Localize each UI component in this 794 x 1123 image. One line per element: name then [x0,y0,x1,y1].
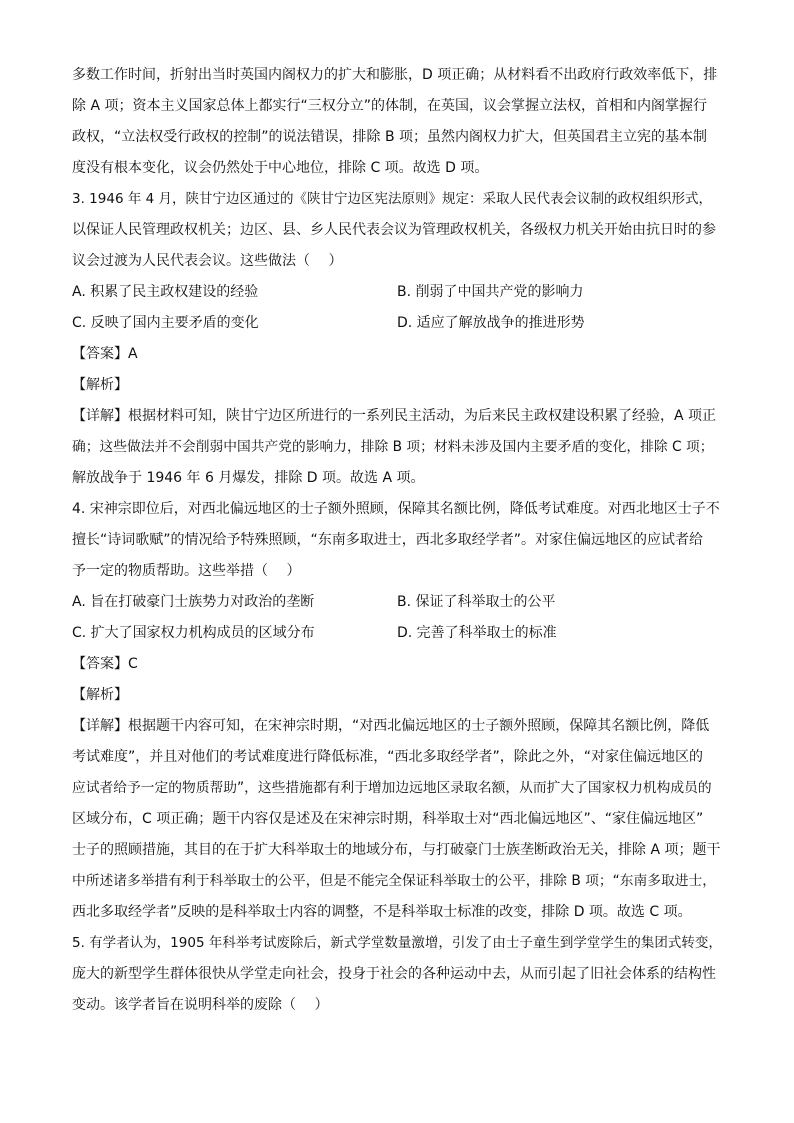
option-d: D. 适应了解放战争的推进形势 [397,315,585,331]
answer-label: 【答案】A [72,346,138,362]
question-stem-line: 4. 宋神宗即位后，对西北偏远地区的士子额外照顾，保障其名额比例，降低考试难度。对西北地区士子不 [72,501,720,517]
question-3 [72,184,722,494]
option-b: B. 保证了科举取士的公平 [397,594,556,610]
text-line: 多数工作时间，折射出当时英国内阁权力的扩大和膨胀，D 项正确；从材料看不出政府行政效率低下，排 [72,67,718,83]
option-a: A. 积累了民主政权建设的经验 [72,284,259,300]
option-c: C. 扩大了国家权力机构成员的区域分布 [72,625,315,641]
options-row [72,277,722,308]
detail-line: 确；这些做法并不会削弱中国共产党的影响力，排除 B 项；材料未涉及国内主要矛盾的变化，排除 C 项； [72,439,714,455]
detail-line: 【详解】根据材料可知，陕甘宁边区所进行的一系列民主活动，为后来民主政权建设积累了经验，A 项正 [72,408,717,424]
option-b: B. 削弱了中国共产党的影响力 [397,284,584,300]
question-stem-line: 予一定的物质帮助。这些举措（ ） [72,563,301,579]
question-stem-line: 以保证人民管理政权机关；边区、县、乡人民代表会议为管理政权机关，各级权力机关开始由抗日时的参 [72,222,716,238]
question-stem-line: 变动。该学者旨在说明科举的废除（ ） [72,997,329,1013]
document-page [72,60,722,1021]
question-stem-line: 议会过渡为人民代表会议。这些做法（ ） [72,253,343,269]
detail-line: 【详解】根据题干内容可知，在宋神宗时期，“对西北偏远地区的士子额外照顾，保障其名额比例，降低 [72,718,710,734]
analysis-label: 【解析】 [72,687,128,703]
options-row [72,618,722,649]
answer-label: 【答案】C [72,656,138,672]
analysis-label: 【解析】 [72,377,128,393]
previous-question-explanation [72,60,722,184]
text-line: 除 A 项；资本主义国家总体上都实行“三权分立”的体制，在英国，议会掌握立法权，首相和内阁掌握行 [72,98,707,114]
detail-line: 应试者给予一定的物质帮助”，这些措施都有利于增加边远地区录取名额，从而扩大了国家权力机构成员的 [72,780,712,796]
text-line: 度没有根本变化，议会仍然处于中心地位，排除 C 项。故选 D 项。 [72,160,489,176]
question-stem-line: 庞大的新型学生群体很快从学堂走向社会，投身于社会的各种运动中去，从而引起了旧社会体系的结构性 [72,966,716,982]
question-stem-line: 擅长“诗词歌赋”的情况给予特殊照顾，“东南多取进士，西北多取经学者”。对家住偏远地区的应试者给 [72,532,704,548]
text-line: 政权，“立法权受行政权的控制”的说法错误，排除 B 项；虽然内阁权力扩大，但英国君主立宪的基本制 [72,129,708,145]
detail-line: 中所述诸多举措有利于科举取士的公平，但是不能完全保证科举取士的公平，排除 B 项；“东南多取进士， [72,873,717,889]
question-stem-line: 5. 有学者认为，1905 年科举考试废除后，新式学堂数量激增，引发了由士子童生到学堂学生的集团式转变， [72,935,722,951]
options-row [72,308,722,339]
option-a: A. 旨在打破豪门士族势力对政治的垄断 [72,594,315,610]
option-d: D. 完善了科举取士的标准 [397,625,557,641]
detail-line: 士子的照顾措施，其目的在于扩大科举取士的地域分布，与打破豪门士族垄断政治无关，排除 A 项；题干 [72,842,721,858]
question-5 [72,928,722,1021]
detail-line: 考试难度”，并且对他们的考试难度进行降低标准，“西北多取经学者”，除此之外，“对家住偏远地区的 [72,749,704,765]
detail-line: 解放战争于 1946 年 6 月爆发，排除 D 项。故选 A 项。 [72,470,425,486]
detail-line: 西北多取经学者”反映的是科举取士内容的调整，不是科举取士标准的改变，排除 D 项。故选 C 项。 [72,904,692,920]
question-stem-line: 3. 1946 年 4 月，陕甘宁边区通过的《陕甘宁边区宪法原则》规定：采取人民代表会议制的政权组织形式， [72,191,712,207]
options-row [72,587,722,618]
question-4 [72,494,722,928]
option-c: C. 反映了国内主要矛盾的变化 [72,315,259,331]
detail-line: 区域分布，C 项正确；题干内容仅是述及在宋神宗时期，科举取士对“西北偏远地区”、“家住偏远地区” [72,811,704,827]
